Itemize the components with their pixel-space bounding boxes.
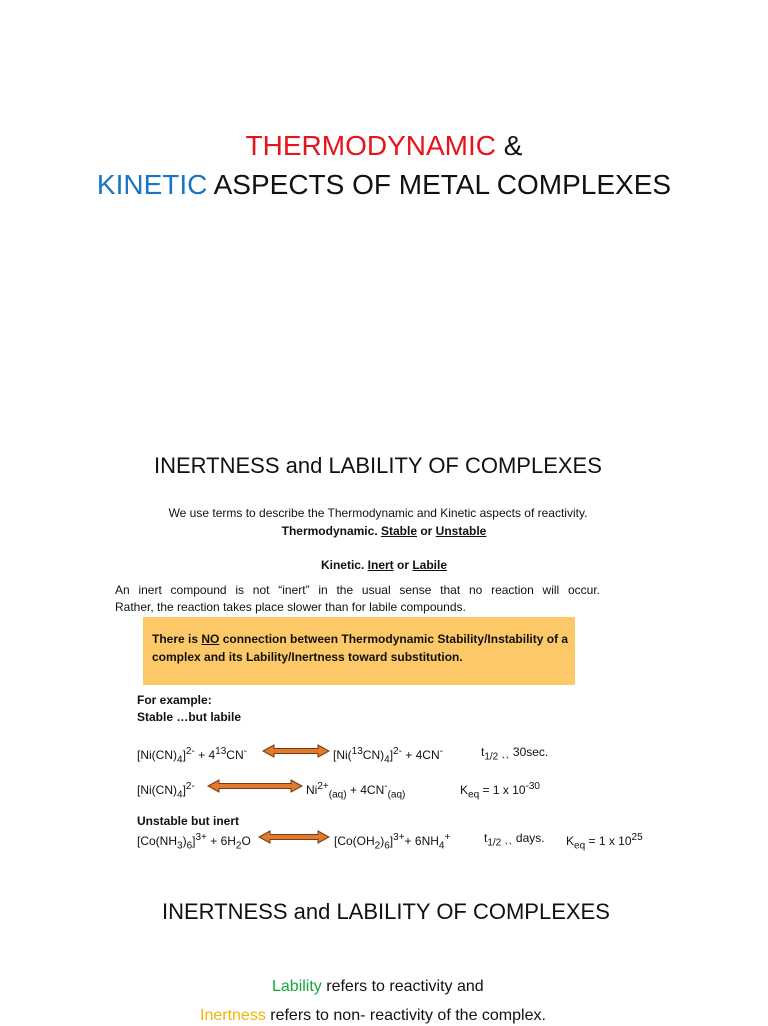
- double-arrow-icon: [262, 744, 330, 758]
- inertness-rest: refers to non- reactivity of the complex.: [265, 1007, 546, 1024]
- eq2-right: $Ni^{2+}_{(aq)} + 4CN^-_{(aq)}$: [306, 781, 406, 801]
- unstable-but-inert-label: Unstable but inert: [137, 814, 240, 828]
- double-arrow-icon: [207, 779, 303, 793]
- inert-term: Inert: [367, 558, 394, 572]
- eq2-k-value: = 1 x 10: [479, 783, 526, 797]
- lability-term: Lability: [272, 978, 322, 995]
- page-title-line2: [0, 167, 768, 203]
- title-kinetic: KINETIC: [96, 169, 208, 200]
- eq1-right: $[Ni(^{13}CN)_4]^{2-} + 4CN^-$: [333, 746, 443, 766]
- para-line-2: Rather, the reaction takes place slower than for labile compounds.: [115, 600, 466, 614]
- inertness-line: [200, 1006, 546, 1026]
- stable-but-labile-label: Stable …but labile: [137, 710, 242, 724]
- thermo-prefix: Thermodynamic.: [281, 524, 381, 538]
- lability-rest: refers to reactivity and: [321, 978, 484, 995]
- labile-term: Labile: [412, 558, 448, 572]
- note-box: [143, 617, 575, 685]
- title-rest: ASPECTS OF METAL COMPLEXES: [207, 169, 672, 200]
- eq3-t-sub: 1/2: [487, 837, 502, 849]
- eq1-left: $[Ni(CN)_4]^{2-} + 4^{13}CN^-$: [137, 746, 247, 766]
- eq3-k-label: K: [566, 834, 575, 848]
- eq3-k-sub: eq: [574, 840, 586, 852]
- page-title-line1: [0, 128, 768, 164]
- eq3-right: $[Co(OH_2)_6]^{3+}+ 6NH_4^+$: [334, 832, 451, 852]
- thermo-line: [0, 523, 768, 540]
- eq2-k-exp: -30: [525, 781, 540, 792]
- inertness-term: Inertness: [200, 1007, 266, 1024]
- eq3-halflife: [484, 830, 545, 851]
- eq2-left: $[Ni(CN)_4]^{2-}$: [137, 781, 195, 801]
- eq3-k-value: = 1 x 10: [585, 834, 632, 848]
- eq1-halflife: [481, 744, 548, 765]
- eq3-t-label: t: [484, 831, 488, 845]
- para-line-1: An inert compound is not “inert” in the usual sense that no reaction will occur.: [115, 583, 600, 597]
- or-1: or: [417, 524, 436, 538]
- section2-heading: INERTNESS and LABILITY OF COMPLEXES: [162, 899, 610, 924]
- or-2: or: [393, 558, 413, 572]
- intro-line: We use terms to describe the Thermodynamic and Kinetic aspects of reactivity.: [168, 506, 588, 520]
- eq1-t-value: ˎˎ 30sec.: [498, 745, 549, 759]
- inert-paragraph: [115, 582, 600, 599]
- unstable-term: Unstable: [435, 524, 487, 538]
- note-pre: There is: [152, 632, 202, 646]
- stable-term: Stable: [380, 524, 417, 538]
- eq3-keq: [566, 830, 643, 854]
- eq2-k-label: K: [460, 783, 469, 797]
- section1-heading: INERTNESS and LABILITY OF COMPLEXES: [154, 453, 602, 478]
- eq2-k-sub: eq: [468, 789, 480, 801]
- eq3-left: $[Co(NH_3)_6]^{3+} + 6H_2O$: [137, 832, 251, 852]
- eq3-t-value: ˎˎ days.: [501, 831, 545, 845]
- eq1-t-label: t: [481, 745, 485, 759]
- eq2-keq: [460, 779, 540, 803]
- for-example-label: For example:: [137, 693, 212, 707]
- eq1-t-sub: 1/2: [484, 751, 499, 763]
- note-text: [152, 630, 572, 666]
- double-arrow-icon: [258, 830, 330, 844]
- kinetic-prefix: Kinetic.: [320, 558, 368, 572]
- title-thermodynamic: THERMODYNAMIC: [245, 130, 496, 161]
- kinetic-line: [0, 557, 768, 574]
- note-no: NO: [201, 632, 220, 646]
- eq3-k-exp: 25: [631, 832, 643, 843]
- lability-line: [272, 977, 484, 997]
- note-post: connection between Thermodynamic Stability/Instability of a complex and its Lability/Inertness toward substitution.: [152, 632, 569, 664]
- title-ampersand: &: [495, 130, 523, 161]
